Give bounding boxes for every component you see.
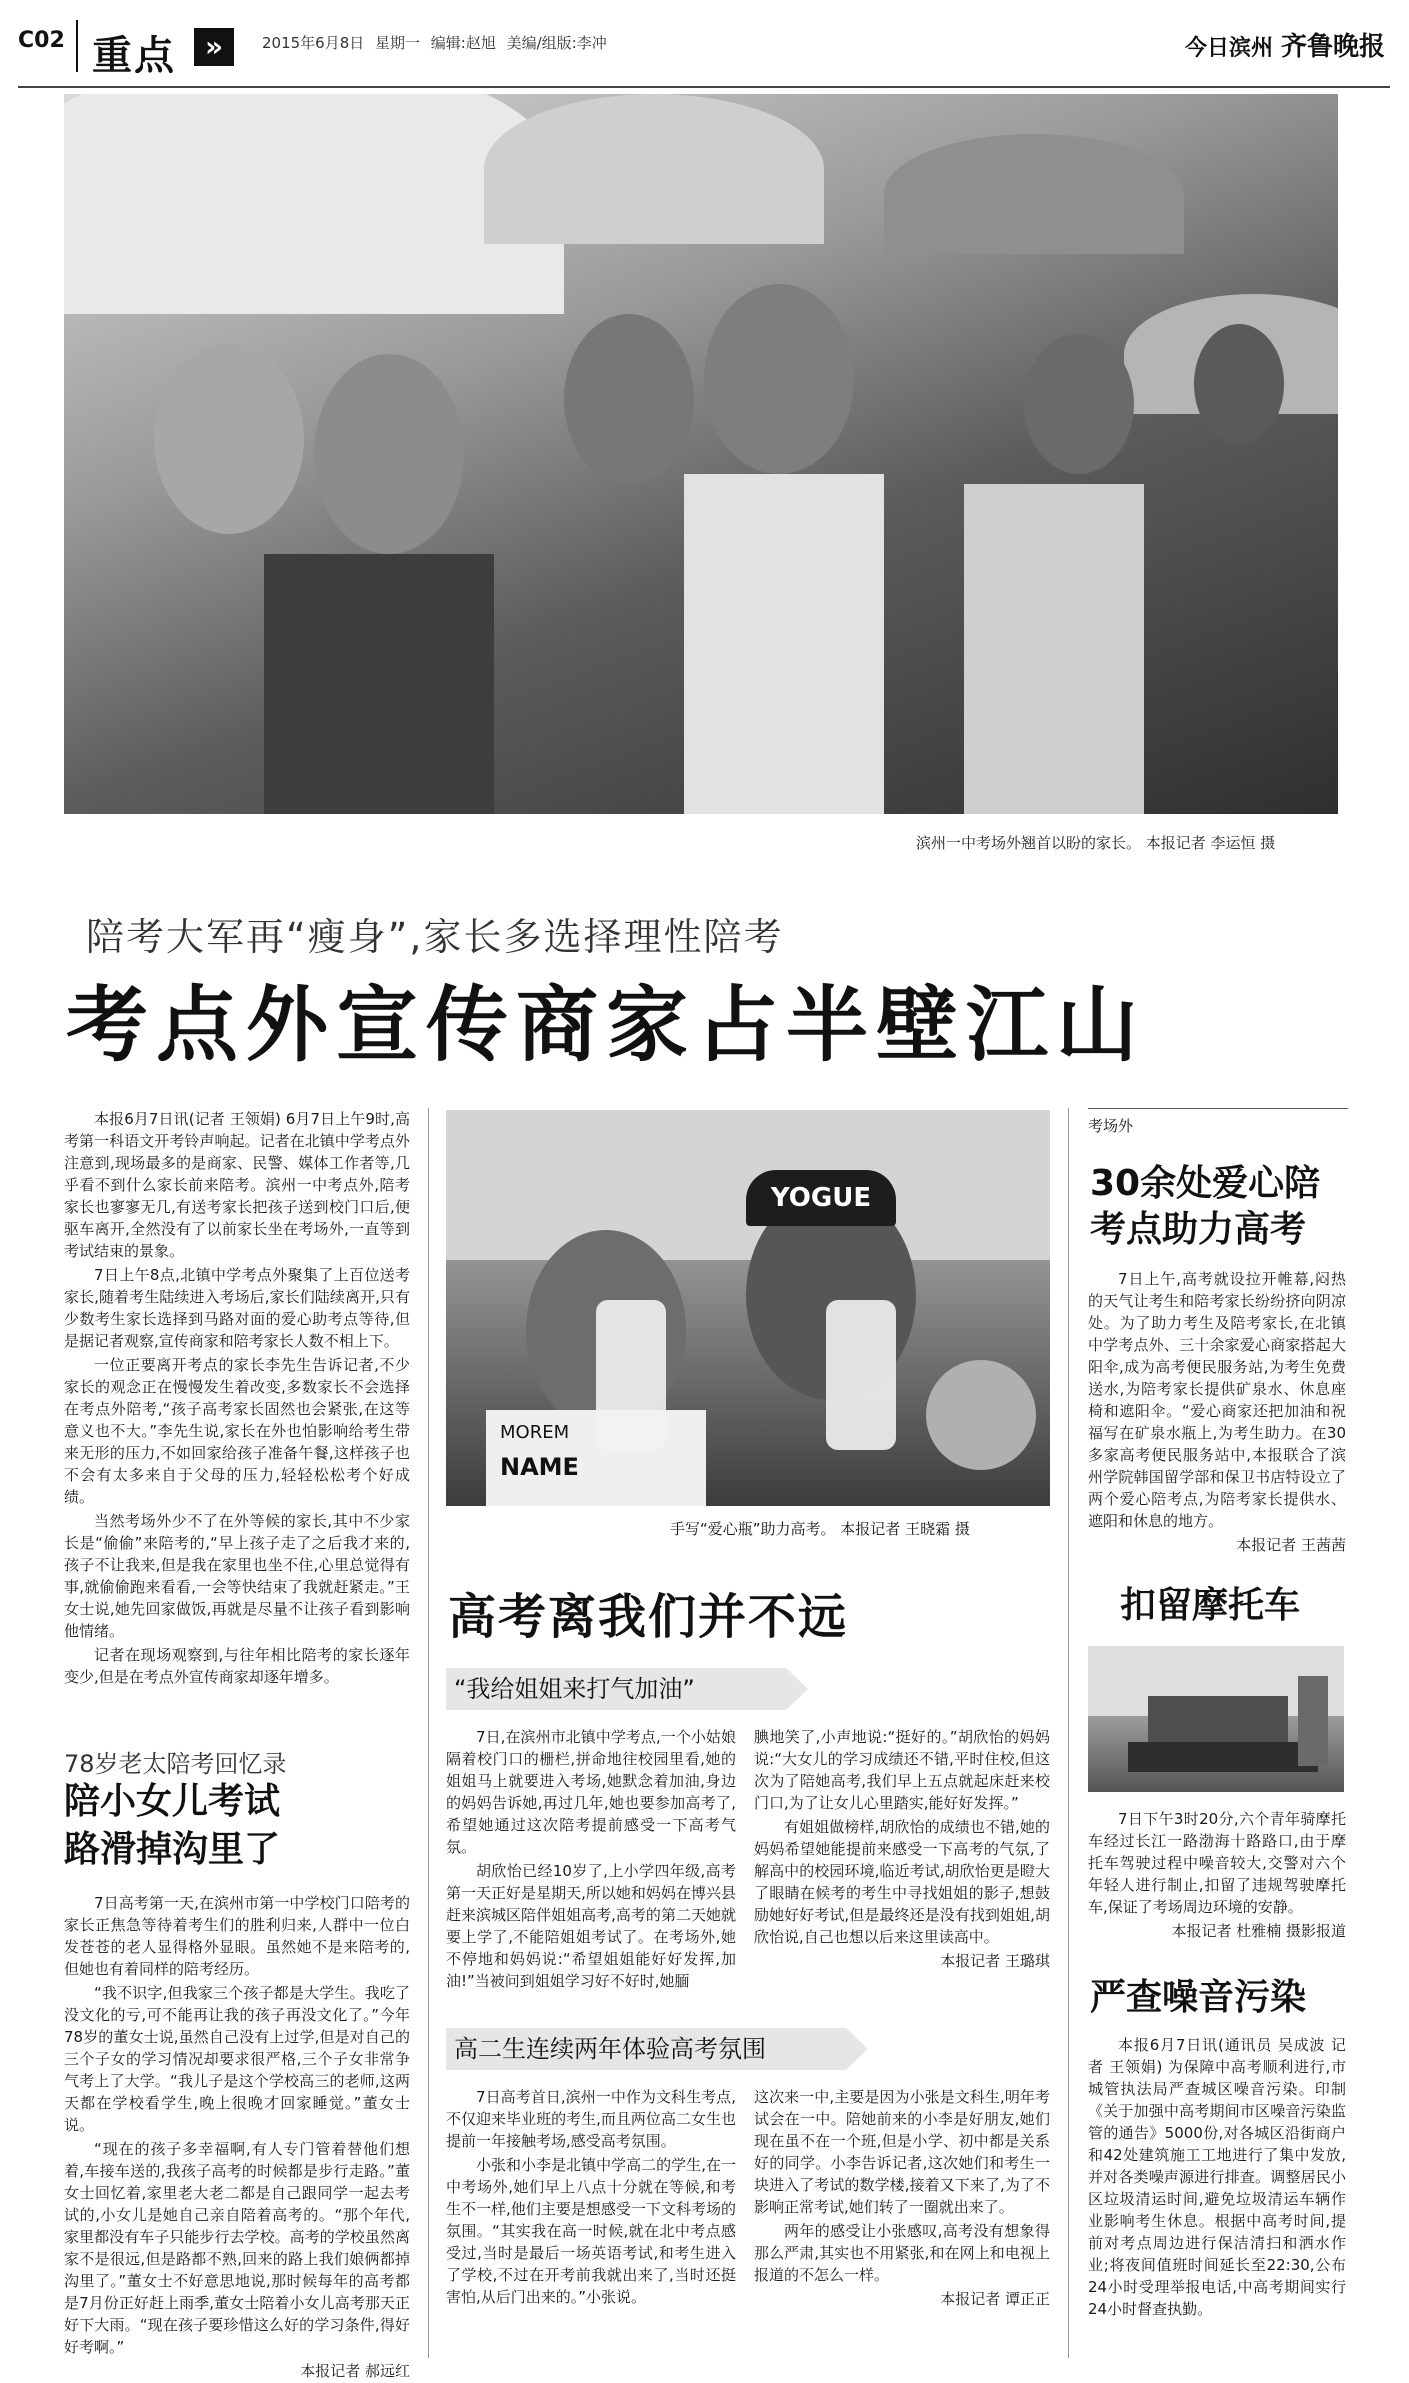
paragraph: 小张和小李是北镇中学高二的学生,在一中考场外,她们早上八点十分就在等候,和考生不一样,他们主要是想感受一下文科考场的氛围。“其实我在高一时候,就在北中考点感受过,当时是最后一场英语考试,和考生进入了学校,不过在开考前我就出来了,当时还挺害怕,从后门出来的。”小张说。 — [446, 2156, 736, 2306]
section-label: 重点 — [92, 33, 176, 79]
paragraph: “现在的孩子多幸福啊,有人专门管着替他们想着,车接车送的,我孩子高考的时候都是步行走路。”董女士回忆着,家里老大老二都是自己跟同学一起去考试的,小女儿是她自己亲自陪着高考的。“那个年代,家里都没有车子只能步行去学校。高考的学校虽然离家不是很远,但是路都不熟,回来的路上我们娘俩都掉沟里了。”董女士不好意思地说,那时候每年的高考都是7月份正好赶上雨季,董女士陪着小女儿高考那天正好下大雨。“现在孩子要珍惜这么好的学习条件,得好好考啊。” — [64, 2140, 410, 2356]
paragraph: 本报6月7日讯(记者 王领娟) 6月7日上午9时,高考第一科语文开考铃声响起。记者在北镇中学考点外注意到,现场最多的是商家、民警、媒体工作者等,几乎看不到什么家长前来陪考。滨州一中考点外,陪考家长也寥寥无几,有送考家长把孩子送到校门口后,便驱车离开,全然没有了以前家长坐在考场外,一直等到考试结束的景象。 — [64, 1110, 410, 1260]
paragraph: 记者在现场观察到,与往年相比陪考的家长逐年变少,但是在考点外宣传商家却逐年增多。 — [64, 1646, 410, 1686]
main-story-body — [64, 1108, 410, 1690]
love-bottle-caption: 手写“爱心瓶”助力高考。 本报记者 王晓霜 摄 — [670, 1520, 970, 1538]
section-label-juniors: 高二生连续两年体验高考氛围 — [446, 2028, 846, 2070]
main-photo-caption: 滨州一中考场外翘首以盼的家长。 本报记者 李运恒 摄 — [916, 834, 1276, 852]
juniors-story-right — [754, 2086, 1050, 2314]
love-bottle-photo — [446, 1110, 1050, 1506]
cap-print: YOGUE — [746, 1170, 896, 1226]
grandma-story-body — [64, 1892, 410, 2383]
main-subhead: 陪考大军再“瘦身”,家长多选择理性陪考 — [86, 915, 784, 959]
paragraph: 7日上午,高考就设拉开帷幕,闷热的天气让考生和陪考家长纷纷挤向阴凉处。为了助力考生及陪考家长,在北镇中学考点外、三十余家爱心商家搭起大阳伞,成为高考便民服务站,为考生免费送水,为陪考家长提供矿泉水、休息座椅和遮阳伞。“爱心商家还把加油和祝福写在矿泉水瓶上,为考生助力。在30多家高考便民服务站中,本报联合了滨州学院韩国留学部和保卫书店特设立了两个爱心陪考点,为陪考家长提供水、遮阳和休息的地方。 — [1088, 1270, 1346, 1530]
mid-headline: 高考离我们并不远 — [448, 1589, 849, 1645]
masthead — [0, 0, 1409, 79]
shirt-print: MOREM — [500, 1422, 570, 1443]
paper-name — [1185, 26, 1385, 63]
paragraph: 这次来一中,主要是因为小张是文科生,明年考试会在一中。陪她前来的小李是好朋友,她们现在虽不在一个班,但是小学、初中都是关系好的同学。小李告诉记者,这次她们和考生一块进入了考试的数学楼,接着又下来了,为了不影响正常考试,她们转了一圈就出来了。 — [754, 2088, 1050, 2216]
noise-headline: 严查噪音污染 — [1090, 1977, 1307, 2018]
byline: 本报记者 王璐琪 — [940, 1952, 1050, 1970]
main-headline: 考点外宣传商家占半壁江山 — [66, 978, 1147, 1073]
grandma-headline-1: 陪小女儿考试 — [64, 1781, 281, 1822]
sidebar-tag-label: 考场外 — [1088, 1117, 1134, 1135]
top-rule — [18, 86, 1390, 88]
paragraph: 7日上午8点,北镇中学考点外聚集了上百位送考家长,随着考生陆续进入考场后,家长们陆续离开,只有少数考生家长选择到马路对面的爱心助考点等待,但是据记者观察,宣传商家和陪考家长人数不相上下。 — [64, 1266, 410, 1350]
paragraph: 一位正要离开考点的家长李先生告诉记者,不少家长的观念正在慢慢发生着改变,多数家长不会选择在考点外陪考,“孩子高考家长固然也会紧张,在这等意义也不大。”李先生说,家长在外也怕影响给考生带来无形的压力,不如回家给孩子准备午餐,这样孩子也不会有太多来自于父母的压力,轻轻松松考个好成绩。 — [64, 1356, 410, 1506]
column-divider — [1068, 1108, 1069, 2358]
moto-photo — [1088, 1646, 1344, 1792]
paragraph: 当然考场外少不了在外等候的家长,其中不少家长是“偷偷”来陪考的,“早上孩子走了之后我才来的,孩子不让我来,但是我在家里也坐不住,心里总觉得有事,就偷偷跑来看看,一会等快结束了我就赶紧走。”王女士说,她先回家做饭,再就是尽量不让孩子看到影响他情绪。 — [64, 1512, 410, 1640]
column-divider — [428, 1108, 429, 2358]
paragraph: 7日,在滨州市北镇中学考点,一个小姑娘隔着校门口的栅栏,拼命地往校园里看,她的姐姐马上就要进入考场,她默念着加油,身边的妈妈告诉她,再过几年,她也要参加高考了,希望她通过这次陪考提前感受一下高考气氛。 — [446, 1728, 736, 1856]
page-code: C02 — [18, 28, 65, 53]
paragraph: “我不识字,但我家三个孩子都是大学生。我吃了没文化的亏,可不能再让我的孩子再没文化了。”今年78岁的董女士说,虽然自己没有上过学,但是对自己的三个子女的学习情况却要求很严格,三个子女非常争气考上了大学。“我儿子是这个学校高三的老师,这两天都在学校看学生,晚上很晚才回家睡觉。”董女士说。 — [64, 1984, 410, 2134]
moto-headline: 扣留摩托车 — [1120, 1585, 1301, 1626]
section-box — [76, 20, 244, 79]
love-story-body — [1088, 1268, 1346, 1560]
noise-story-body — [1088, 2034, 1346, 2322]
paragraph: 7日高考第一天,在滨州市第一中学校门口陪考的家长正焦急等待着考生们的胜利归来,人群中一位白发苍苍的老人显得格外显眼。虽然她不是来陪考的,但她也有着同样的陪考经历。 — [64, 1894, 410, 1978]
paragraph: 本报6月7日讯(通讯员 吴成波 记者 王领娟) 为保障中高考顺利进行,市城管执法局严查城区噪音污染。印制《关于加强中高考期间市区噪音污染监管的通告》5000份,对各城区沿街商户和42处建筑施工工地进行了集中发放,并对各类噪声源进行排查。调整居民小区垃圾清运时间,避免垃圾清运车辆作业影响考生休息。根据中高考时间,提前对考点周边进行保洁清扫和洒水作业;将夜间值班时间延长至22:30,公布24小时受理举报电话,中高考期间实行24小时督查执勤。 — [1088, 2036, 1346, 2318]
chevron-right-icon: » — [194, 28, 234, 66]
paper-brand-logo: 齐鲁晚报 — [1280, 32, 1385, 62]
moto-story-body — [1088, 1808, 1346, 1946]
section-label-sister: “我给姐姐来打气加油” — [446, 1668, 786, 1710]
paragraph: 7日下午3时20分,六个青年骑摩托车经过长江一路渤海十路路口,由于摩托车驾驶过程中噪音较大,交警对六个年轻人进行制止,扣留了违规驾驶摩托车,保证了考场周边环境的安静。 — [1088, 1810, 1346, 1916]
byline: 本报记者 谭正正 — [940, 2290, 1050, 2308]
shirt-print: NAME — [500, 1453, 579, 1481]
paragraph: 两年的感受让小张感叹,高考没有想象得那么严肃,其实也不用紧张,和在网上和电视上报道的不怎么一样。 — [754, 2222, 1050, 2284]
byline: 本报记者 王茜茜 — [1236, 1536, 1346, 1554]
byline: 本报记者 郝远红 — [300, 2362, 410, 2380]
paragraph: 腆地笑了,小声地说:“挺好的。”胡欣怡的妈妈说:“大女儿的学习成绩还不错,平时住校,但这次为了陪她高考,我们早上五点就起床赶来校门口,为了让女儿心里踏实,能好好发挥。” — [754, 1728, 1050, 1812]
sister-story-right — [754, 1726, 1050, 1976]
sister-story-left — [446, 1726, 736, 1994]
byline: 本报记者 杜雅楠 摄影报道 — [1171, 1922, 1346, 1940]
grandma-kicker: 78岁老太陪考回忆录 — [64, 1750, 287, 1778]
paper-prefix: 今日滨州 — [1184, 36, 1273, 61]
issue-info: 2015年6月8日 星期一 编辑:赵旭 美编/组版:李冲 — [262, 34, 607, 52]
paragraph: 有姐姐做榜样,胡欣怡的成绩也不错,她的妈妈希望她能提前来感受一下高考的气氛,了解高中的校园环境,临近考试,胡欣怡更是瞪大了眼睛在候考的考生中寻找姐姐的影子,想鼓励她好好考试,但是最终还是没有找到姐姐,胡欣怡说,自己也想以后来这里读高中。 — [754, 1818, 1050, 1946]
sidebar-tag — [1088, 1108, 1348, 1136]
paragraph: 胡欣怡已经10岁了,上小学四年级,高考第一天正好是星期天,所以她和妈妈在博兴县赶来滨城区陪伴姐姐高考,高考的第二天她就要上学了,不能陪姐姐考试了。在考场外,她不停地和妈妈说:“希望姐姐能好好发挥,加油!”当被问到姐姐学习好不好时,她腼 — [446, 1862, 736, 1990]
main-photo — [64, 94, 1338, 814]
love-headline-2: 考点助力高考 — [1090, 1209, 1307, 1250]
paragraph: 7日高考首日,滨州一中作为文科生考点,不仅迎来毕业班的考生,而且两位高二女生也提前一年接触考场,感受高考氛围。 — [446, 2088, 736, 2150]
love-headline-1: 30余处爱心陪 — [1090, 1163, 1321, 1204]
grandma-headline-2: 路滑掉沟里了 — [64, 1829, 281, 1870]
juniors-story-left — [446, 2086, 736, 2310]
